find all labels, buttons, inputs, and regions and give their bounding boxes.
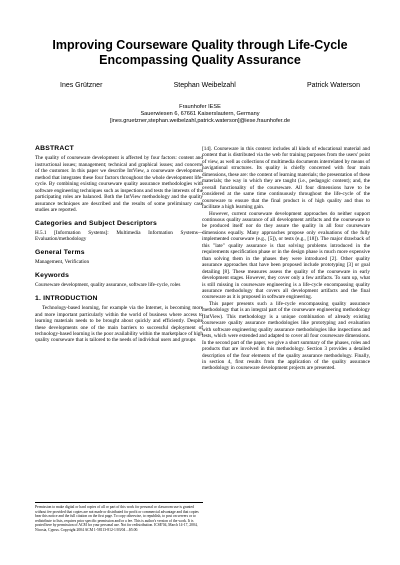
left-column bbox=[35, 146, 203, 344]
affiliation-emails: [ines.gruetzner,stephan.weibelzahl,patrick.waterson]@iese.fraunhofer.de bbox=[109, 118, 291, 124]
right-paragraph-3: This paper presents such a life-cycle encompassing quality assurance methodology that is an integral part of the courseware engineering methodology (IntView). This methodology is a unique combination of already existing courseware quality assurance methodologies like prototyping and evaluation with software engineering quality assurance methodologies like inspections and tests, which were extended and adapted to cover all four courseware dimensions. In the second part of the paper, we give a short summary of the phases, roles and products that are involved in this methodology. Section 3 provides a detailed description of the four elements of the quality assurance methodology. Finally, in section 4, first results from the application of the quality assurance methodology in courseware development projects are presented. bbox=[202, 300, 370, 372]
paper-title bbox=[30, 38, 370, 68]
author-1: Ines Grützner bbox=[60, 82, 103, 89]
keywords-text: Courseware development, quality assurance, software life-cycle, roles bbox=[35, 282, 181, 289]
affiliation-org: Fraunhofer IESE bbox=[179, 104, 221, 110]
abstract-heading: ABSTRACT bbox=[35, 145, 74, 152]
right-paragraph-2: However, current courseware development approaches do neither support continuous quality assurance of all development artifacts and the courseware to be produced itself nor do they assure the quality in all four courseware dimensions equally. Many approaches propose only evaluations of the fully implemented courseware (e.g., [5]), or tests (e.g., [18]). The major drawback of this "late" quality assurance is that solving problems introduced in the requirements specification phase or in the design phase is much more expensive than solving them in the phases they were introduced [2]. Other quality assurance approaches that have been proposed include prototyping [3] or goal detailing [8]. These measures assess the quality of the courseware in early development stages. However, they cover only a few artifacts. To sum up, what is still missing in courseware engineering is a life-cycle encompassing quality assurance methodology that covers all development artifacts and the final courseware as it is proposed in software engineering. bbox=[202, 210, 370, 301]
affiliation bbox=[60, 104, 340, 125]
intro-text: Technology-based learning, for example via the Internet, is becoming more and more important particularly within the world of business where access to learning materials needs to be brought about quickly and efficiently. Despite these developments one of the main barriers to successful deployment of technology-based learning is the poor availability within the marketplace of high quality courseware that is tailored to the needs of individual users and groups bbox=[35, 305, 203, 344]
author-2: Stephan Weibelzahl bbox=[173, 82, 236, 89]
right-column bbox=[202, 146, 370, 372]
categories-heading: Categories and Subject Descriptors bbox=[35, 219, 158, 227]
general-terms-heading: General Terms bbox=[35, 248, 85, 256]
author-list bbox=[60, 82, 360, 89]
categories-text: H.5.1 [Information Systems]: Multimedia Information Systems—Evaluation/methodology bbox=[35, 229, 203, 243]
intro-heading: 1. INTRODUCTION bbox=[35, 294, 98, 302]
right-paragraph-1: [14]. Courseware in this context includes all kinds of educational material and content that is distributed via the web for training purposes from the users' point of view, as well as collections of multimedia documents interrelated by means of navigational structures. Its quality is chiefly concerned with four main dimensions, these are: the content of learning materials; the presentation of these materials; the way in which they are taught (i.e., pedagogic content); and, the overall functionality of the courseware. All four dimensions have to be considered at the same time continuously throughout the life-cycle of the courseware to ensure that the final product is of high quality and thus to facilitate a high learning gain. bbox=[202, 146, 370, 211]
title-line-2: Encompassing Quality Assurance bbox=[99, 53, 301, 67]
title-line-1: Improving Courseware Quality through Life-Cycle bbox=[52, 38, 348, 52]
copyright-notice: Permission to make digital or hard copies of all or part of this work for personal or classroom use is granted without fee provided that copies are not made or distributed for profit or commercial advantage and that copies bear this notice and the full citation on the first page. To copy otherwise, to republish, to post on servers or to redistribute to lists, requires prior specific permission and/or a fee. This is author's version of the work. It is posted here by permission of ACM for your personal use. Not for redistribution. ICSE'04, March 14-17, 2004, Nicosia, Cyprus. Copyright 2004 ACM 1-58113-812-1/03/04 ...$5.00. bbox=[35, 502, 203, 533]
abstract-text: The quality of courseware development is affected by four factors: content and instructional issues; management; technical and graphical issues; and concerns of the customer. In this paper we describe IntView, a courseware development method that integrates these four factors throughout the whole development life-cycle. By combining existing courseware quality assurance methodologies with software engineering techniques such as inspections and tests the interests of the participating roles are balanced. Both the IntView methodology and the quality assurance techniques are described and the results of some preliminary case studies are reported. bbox=[35, 155, 203, 214]
author-3: Patrick Waterson bbox=[306, 82, 360, 89]
affiliation-address: Sauerwiesen 6, 67661 Kaiserslautern, Germany bbox=[140, 111, 260, 117]
keywords-heading: Keywords bbox=[35, 271, 70, 279]
general-terms-text: Management, Verification bbox=[35, 259, 90, 266]
